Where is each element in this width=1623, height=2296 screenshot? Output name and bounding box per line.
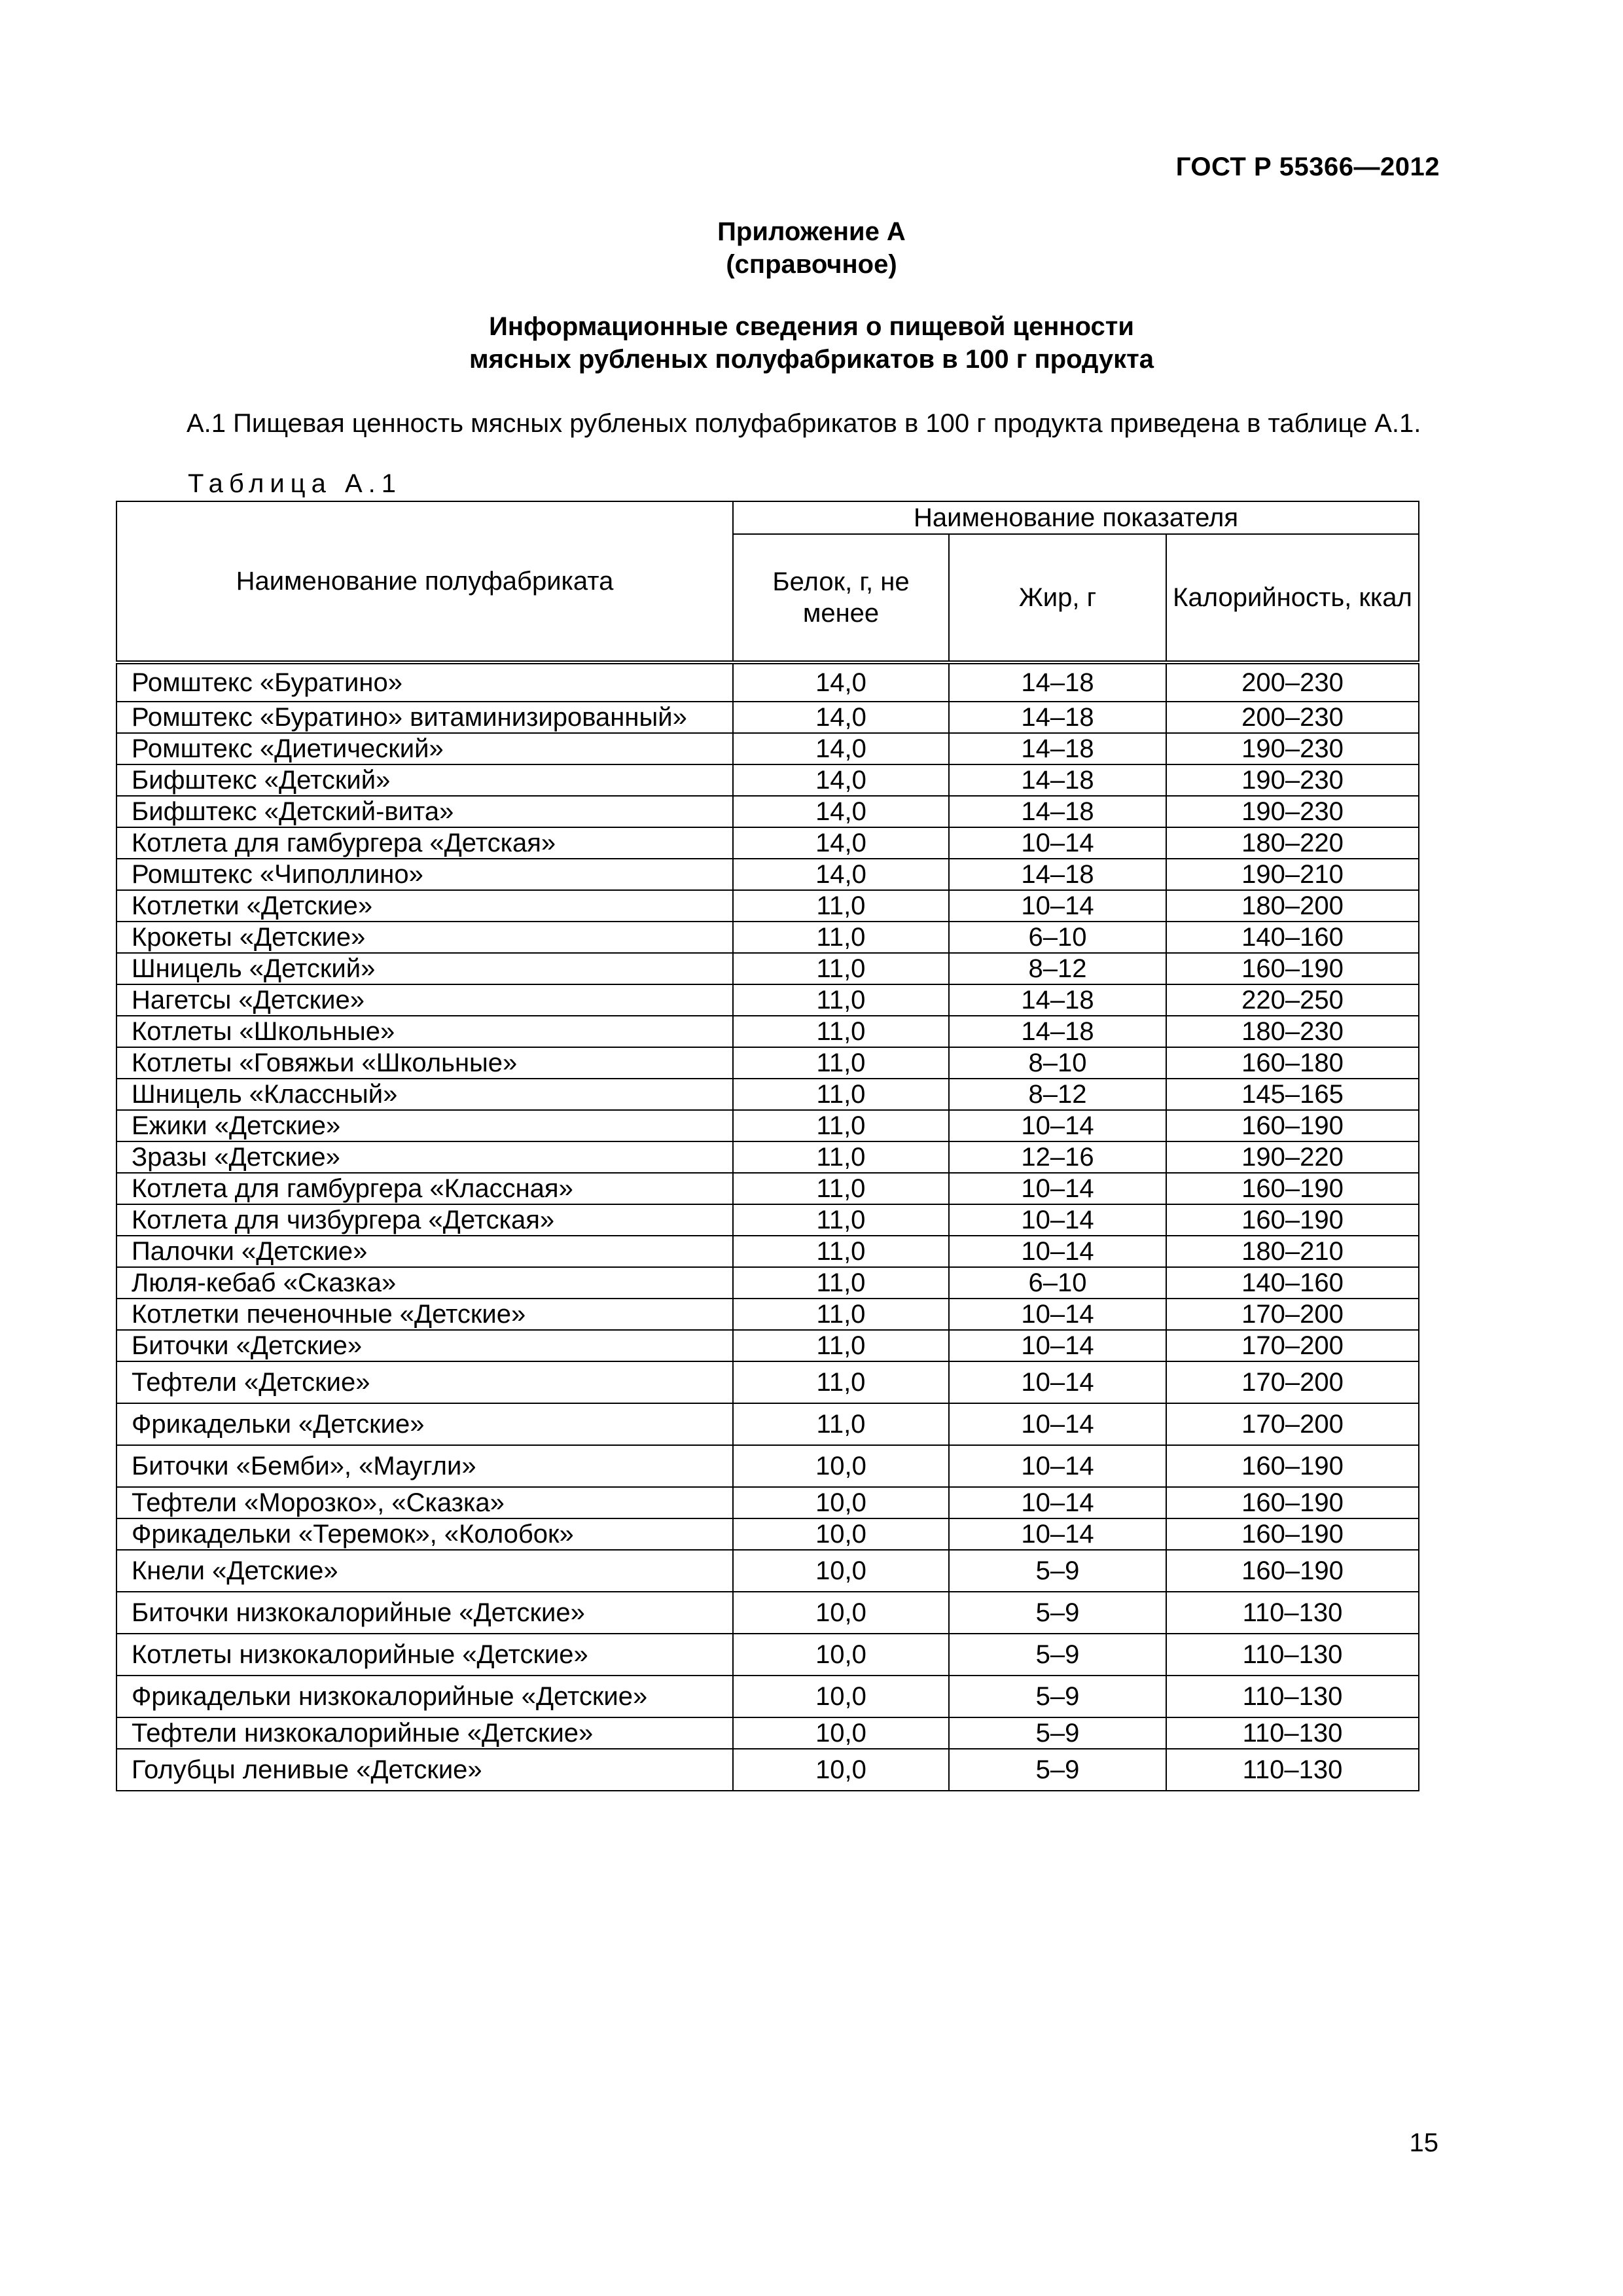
calories-cell: 200–230: [1166, 702, 1419, 733]
protein-cell: 10,0: [733, 1592, 949, 1634]
table-row: [116, 1676, 1419, 1717]
table-row: [116, 1550, 1419, 1592]
fat-cell: 10–14: [949, 1330, 1166, 1361]
product-name-cell: Котлеты «Школьные»: [116, 1016, 733, 1047]
table-row: [116, 1110, 1419, 1141]
protein-cell: 10,0: [733, 1550, 949, 1592]
table-row: [116, 1047, 1419, 1079]
header-protein: Белок, г, не менее: [733, 534, 949, 662]
header-calories: Калорийность, ккал: [1166, 534, 1419, 662]
info-title-line-2: мясных рубленых полуфабрикатов в 100 г продукта: [469, 345, 1154, 374]
calories-cell: 110–130: [1166, 1676, 1419, 1717]
calories-cell: 190–210: [1166, 859, 1419, 890]
fat-cell: 10–14: [949, 1518, 1166, 1550]
fat-cell: 10–14: [949, 1445, 1166, 1487]
product-name-cell: Котлеты низкокалорийные «Детские»: [116, 1634, 733, 1676]
product-name-cell: Котлеты «Говяжьи «Школьные»: [116, 1047, 733, 1079]
product-name-cell: Бифштекс «Детский»: [116, 764, 733, 796]
protein-cell: 11,0: [733, 890, 949, 922]
protein-cell: 10,0: [733, 1445, 949, 1487]
fat-cell: 6–10: [949, 922, 1166, 953]
fat-cell: 14–18: [949, 662, 1166, 702]
calories-cell: 110–130: [1166, 1634, 1419, 1676]
protein-cell: 11,0: [733, 1204, 949, 1236]
protein-cell: 14,0: [733, 796, 949, 827]
product-name-cell: Нагетсы «Детские»: [116, 984, 733, 1016]
protein-cell: 11,0: [733, 922, 949, 953]
protein-cell: 11,0: [733, 1047, 949, 1079]
product-name-cell: Биточки «Бемби», «Маугли»: [116, 1445, 733, 1487]
calories-cell: 160–190: [1166, 1550, 1419, 1592]
document-id: ГОСТ Р 55366—2012: [1175, 152, 1440, 181]
protein-cell: 11,0: [733, 984, 949, 1016]
protein-cell: 10,0: [733, 1717, 949, 1749]
calories-cell: 110–130: [1166, 1592, 1419, 1634]
calories-cell: 180–220: [1166, 827, 1419, 859]
fat-cell: 10–14: [949, 827, 1166, 859]
fat-cell: 14–18: [949, 702, 1166, 733]
product-name-cell: Зразы «Детские»: [116, 1141, 733, 1173]
info-title-line-1: Информационные сведения о пищевой ценности: [489, 312, 1134, 341]
product-name-cell: Биточки «Детские»: [116, 1330, 733, 1361]
product-name-cell: Шницель «Классный»: [116, 1079, 733, 1110]
fat-cell: 5–9: [949, 1717, 1166, 1749]
protein-cell: 14,0: [733, 827, 949, 859]
product-name-cell: Тефтели «Детские»: [116, 1361, 733, 1403]
protein-cell: 11,0: [733, 1079, 949, 1110]
protein-cell: 11,0: [733, 1141, 949, 1173]
table-row: [116, 1634, 1419, 1676]
calories-cell: 160–190: [1166, 1110, 1419, 1141]
table-row: [116, 1267, 1419, 1299]
product-name-cell: Тефтели низкокалорийные «Детские»: [116, 1717, 733, 1749]
protein-cell: 11,0: [733, 1403, 949, 1445]
protein-cell: 11,0: [733, 1299, 949, 1330]
calories-cell: 140–160: [1166, 1267, 1419, 1299]
fat-cell: 8–12: [949, 1079, 1166, 1110]
fat-cell: 5–9: [949, 1592, 1166, 1634]
calories-cell: 160–190: [1166, 1487, 1419, 1518]
table-row: [116, 1717, 1419, 1749]
product-name-cell: Котлета для гамбургера «Детская»: [116, 827, 733, 859]
calories-cell: 170–200: [1166, 1330, 1419, 1361]
annex-kind: (справочное): [726, 250, 897, 279]
fat-cell: 14–18: [949, 796, 1166, 827]
calories-cell: 220–250: [1166, 984, 1419, 1016]
protein-cell: 14,0: [733, 764, 949, 796]
product-name-cell: Ромштекс «Буратино» витаминизированный»: [116, 702, 733, 733]
table-row: [116, 1079, 1419, 1110]
fat-cell: 14–18: [949, 1016, 1166, 1047]
header-fat: Жир, г: [949, 534, 1166, 662]
fat-cell: 10–14: [949, 1110, 1166, 1141]
fat-cell: 10–14: [949, 1403, 1166, 1445]
product-name-cell: Фрикадельки «Теремок», «Колобок»: [116, 1518, 733, 1550]
protein-cell: 11,0: [733, 1016, 949, 1047]
product-name-cell: Палочки «Детские»: [116, 1236, 733, 1267]
protein-cell: 14,0: [733, 733, 949, 764]
table-row: [116, 1141, 1419, 1173]
table-row: [116, 1173, 1419, 1204]
protein-cell: 11,0: [733, 1236, 949, 1267]
header-indicator: Наименование показателя: [733, 501, 1419, 534]
calories-cell: 190–230: [1166, 764, 1419, 796]
protein-cell: 11,0: [733, 953, 949, 984]
table-row: [116, 922, 1419, 953]
protein-cell: 11,0: [733, 1361, 949, 1403]
fat-cell: 10–14: [949, 1299, 1166, 1330]
table-row: [116, 1445, 1419, 1487]
table-row: [116, 1592, 1419, 1634]
product-name-cell: Биточки низкокалорийные «Детские»: [116, 1592, 733, 1634]
table-row: [116, 702, 1419, 733]
fat-cell: 10–14: [949, 1173, 1166, 1204]
table-row: [116, 1016, 1419, 1047]
protein-cell: 11,0: [733, 1267, 949, 1299]
fat-cell: 5–9: [949, 1749, 1166, 1791]
fat-cell: 6–10: [949, 1267, 1166, 1299]
fat-cell: 10–14: [949, 1204, 1166, 1236]
annex-title: Приложение А: [717, 217, 906, 246]
table-row: [116, 764, 1419, 796]
calories-cell: 180–200: [1166, 890, 1419, 922]
table-row: [116, 1236, 1419, 1267]
fat-cell: 8–12: [949, 953, 1166, 984]
fat-cell: 5–9: [949, 1550, 1166, 1592]
calories-cell: 160–190: [1166, 1204, 1419, 1236]
fat-cell: 14–18: [949, 859, 1166, 890]
calories-cell: 180–230: [1166, 1016, 1419, 1047]
product-name-cell: Люля-кебаб «Сказка»: [116, 1267, 733, 1299]
table-caption: Таблица А.1: [188, 469, 402, 498]
product-name-cell: Фрикадельки «Детские»: [116, 1403, 733, 1445]
table-row: [116, 1204, 1419, 1236]
table-row: [116, 1330, 1419, 1361]
table-row: [116, 984, 1419, 1016]
product-name-cell: Шницель «Детский»: [116, 953, 733, 984]
table-row: [116, 733, 1419, 764]
table-row: [116, 1361, 1419, 1403]
product-name-cell: Бифштекс «Детский-вита»: [116, 796, 733, 827]
fat-cell: 10–14: [949, 890, 1166, 922]
protein-cell: 14,0: [733, 859, 949, 890]
fat-cell: 14–18: [949, 764, 1166, 796]
calories-cell: 110–130: [1166, 1717, 1419, 1749]
product-name-cell: Крокеты «Детские»: [116, 922, 733, 953]
product-name-cell: Голубцы ленивые «Детские»: [116, 1749, 733, 1791]
protein-cell: 11,0: [733, 1110, 949, 1141]
table-row: [116, 796, 1419, 827]
fat-cell: 10–14: [949, 1361, 1166, 1403]
calories-cell: 190–230: [1166, 796, 1419, 827]
table-row: [116, 1749, 1419, 1791]
protein-cell: 11,0: [733, 1330, 949, 1361]
calories-cell: 160–180: [1166, 1047, 1419, 1079]
protein-cell: 14,0: [733, 702, 949, 733]
fat-cell: 14–18: [949, 984, 1166, 1016]
protein-cell: 14,0: [733, 662, 949, 702]
calories-cell: 170–200: [1166, 1403, 1419, 1445]
fat-cell: 10–14: [949, 1236, 1166, 1267]
product-name-cell: Ромштекс «Чиполлино»: [116, 859, 733, 890]
calories-cell: 180–210: [1166, 1236, 1419, 1267]
table-row: [116, 953, 1419, 984]
table-row: [116, 859, 1419, 890]
fat-cell: 12–16: [949, 1141, 1166, 1173]
calories-cell: 170–200: [1166, 1361, 1419, 1403]
calories-cell: 190–220: [1166, 1141, 1419, 1173]
protein-cell: 10,0: [733, 1518, 949, 1550]
calories-cell: 140–160: [1166, 922, 1419, 953]
fat-cell: 5–9: [949, 1676, 1166, 1717]
calories-cell: 160–190: [1166, 1518, 1419, 1550]
protein-cell: 10,0: [733, 1634, 949, 1676]
calories-cell: 170–200: [1166, 1299, 1419, 1330]
product-name-cell: Ежики «Детские»: [116, 1110, 733, 1141]
fat-cell: 14–18: [949, 733, 1166, 764]
fat-cell: 10–14: [949, 1487, 1166, 1518]
protein-cell: 11,0: [733, 1173, 949, 1204]
table-row: [116, 662, 1419, 702]
protein-cell: 10,0: [733, 1676, 949, 1717]
header-product-name: Наименование полуфабриката: [116, 501, 733, 662]
table-body: [116, 662, 1419, 1791]
calories-cell: 160–190: [1166, 1445, 1419, 1487]
calories-cell: 160–190: [1166, 953, 1419, 984]
table-row: [116, 1299, 1419, 1330]
product-name-cell: Фрикадельки низкокалорийные «Детские»: [116, 1676, 733, 1717]
table-row: [116, 890, 1419, 922]
product-name-cell: Котлетки «Детские»: [116, 890, 733, 922]
fat-cell: 8–10: [949, 1047, 1166, 1079]
product-name-cell: Ромштекс «Диетический»: [116, 733, 733, 764]
table-row: [116, 1487, 1419, 1518]
protein-cell: 10,0: [733, 1487, 949, 1518]
table-row: [116, 827, 1419, 859]
product-name-cell: Кнели «Детские»: [116, 1550, 733, 1592]
calories-cell: 190–230: [1166, 733, 1419, 764]
protein-cell: 10,0: [733, 1749, 949, 1791]
calories-cell: 160–190: [1166, 1173, 1419, 1204]
intro-paragraph: А.1 Пищевая ценность мясных рубленых полуфабрикатов в 100 г продукта приведена в таблице А.1.: [187, 409, 1421, 438]
product-name-cell: Тефтели «Морозко», «Сказка»: [116, 1487, 733, 1518]
table-row: [116, 1403, 1419, 1445]
product-name-cell: Котлетки печеночные «Детские»: [116, 1299, 733, 1330]
page-number: 15: [1409, 2128, 1438, 2157]
calories-cell: 200–230: [1166, 662, 1419, 702]
nutrition-table: [116, 501, 1419, 1791]
calories-cell: 145–165: [1166, 1079, 1419, 1110]
calories-cell: 110–130: [1166, 1749, 1419, 1791]
table-row: [116, 1518, 1419, 1550]
product-name-cell: Ромштекс «Буратино»: [116, 662, 733, 702]
fat-cell: 5–9: [949, 1634, 1166, 1676]
product-name-cell: Котлета для гамбургера «Классная»: [116, 1173, 733, 1204]
product-name-cell: Котлета для чизбургера «Детская»: [116, 1204, 733, 1236]
